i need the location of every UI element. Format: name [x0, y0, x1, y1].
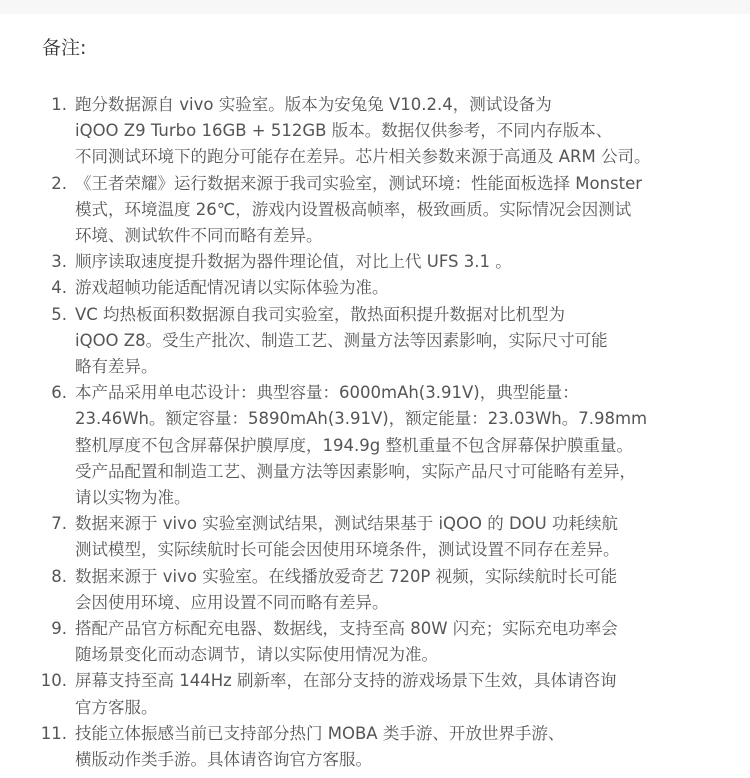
note-line: 环境、测试软件不同而略有差异。: [75, 226, 323, 246]
note-item-2: [0, 171, 750, 250]
note-line: 会因使用环境、应用设置不同而略有差异。: [75, 592, 389, 612]
note-line: 随场景变化而动态调节，请以实际使用情况为准。: [75, 645, 438, 665]
notes-list: [0, 92, 750, 773]
note-line: 不同测试环境下的跑分可能存在差异。芯片相关参数来源于高通及 ARM 公司。: [75, 147, 651, 167]
note-line: 23.46Wh。额定容量：5890mAh(3.91V)，额定能量：23.03Wh。7.98mm: [75, 409, 648, 429]
note-line: iQOO Z9 Turbo 16GB + 512GB 版本。数据仅供参考，不同内存版本、: [75, 121, 613, 141]
note-line: iQOO Z8。受生产批次、制造工艺、测量方法等因素影响，实际尺寸可能: [75, 330, 608, 350]
note-number: 6.: [51, 383, 67, 403]
note-item-8: [0, 564, 750, 616]
note-item-9: [0, 616, 750, 668]
note-number: 5.: [51, 304, 67, 324]
note-item-1: [0, 92, 750, 171]
note-line: 数据来源于 vivo 实验室。在线播放爱奇艺 720P 视频，实际续航时长可能: [75, 566, 618, 586]
note-line: 测试模型，实际续航时长可能会因使用环境条件，测试设置不同存在差异。: [75, 540, 620, 560]
note-line: 官方客服。: [75, 697, 158, 717]
note-item-5: [0, 302, 750, 381]
note-item-3: [0, 249, 750, 275]
note-line: 屏幕支持至高 144Hz 刷新率，在部分支持的游戏场景下生效，具体请咨询: [75, 671, 617, 691]
note-line: 整机厚度不包含屏幕保护膜厚度，194.9g 整机重量不包含屏幕保护膜重量。: [75, 435, 633, 455]
note-number: 8.: [51, 566, 67, 586]
note-number: 4.: [51, 278, 67, 298]
note-line: 略有差异。: [75, 357, 158, 377]
note-item-10: [0, 668, 750, 720]
note-number: 9.: [51, 619, 67, 639]
note-number: 10.: [40, 671, 67, 691]
note-item-7: [0, 511, 750, 563]
note-line: 顺序读取速度提升数据为器件理论值，对比上代 UFS 3.1 。: [75, 252, 512, 272]
note-line: 《王者荣耀》运行数据来源于我司实验室，测试环境：性能面板选择 Monster: [75, 173, 643, 193]
note-number: 7.: [51, 514, 67, 534]
note-line: 跑分数据源自 vivo 实验室。版本为安兔兔 V10.2.4，测试设备为: [75, 95, 552, 114]
note-number: 3.: [51, 252, 67, 272]
note-line: 受产品配置和制造工艺、测量方法等因素影响，实际产品尺寸可能略有差异，: [75, 461, 636, 481]
note-line: 技能立体振感当前已支持部分热门 MOBA 类手游、开放世界手游、: [75, 723, 565, 743]
note-number: 11.: [40, 723, 67, 743]
note-line: 游戏超帧功能适配情况请以实际体验为准。: [75, 278, 389, 298]
note-line: VC 均热板面积数据源自我司实验室，散热面积提升数据对比机型为: [75, 304, 566, 324]
note-item-11: [0, 721, 750, 773]
note-number: 2.: [51, 173, 67, 193]
note-item-6: [0, 380, 750, 511]
note-line: 请以实物为准。: [75, 488, 191, 508]
top-strip: [0, 0, 750, 14]
note-line: 模式，环境温度 26℃，游戏内设置极高帧率，极致画质。实际情况会因测试: [75, 199, 632, 219]
note-number: 1.: [51, 95, 67, 114]
note-item-4: [0, 275, 750, 301]
note-line: 搭配产品官方标配充电器、数据线，支持至高 80W 闪充；实际充电功率会: [75, 619, 618, 639]
note-line: 数据来源于 vivo 实验室测试结果，测试结果基于 iQOO 的 DOU 功耗续航: [75, 514, 618, 534]
note-line: 横版动作类手游。具体请咨询官方客服。: [75, 750, 372, 770]
notes-heading: 备注:: [42, 37, 87, 59]
note-line: 本产品采用单电芯设计：典型容量：6000mAh(3.91V)，典型能量：: [75, 383, 579, 403]
